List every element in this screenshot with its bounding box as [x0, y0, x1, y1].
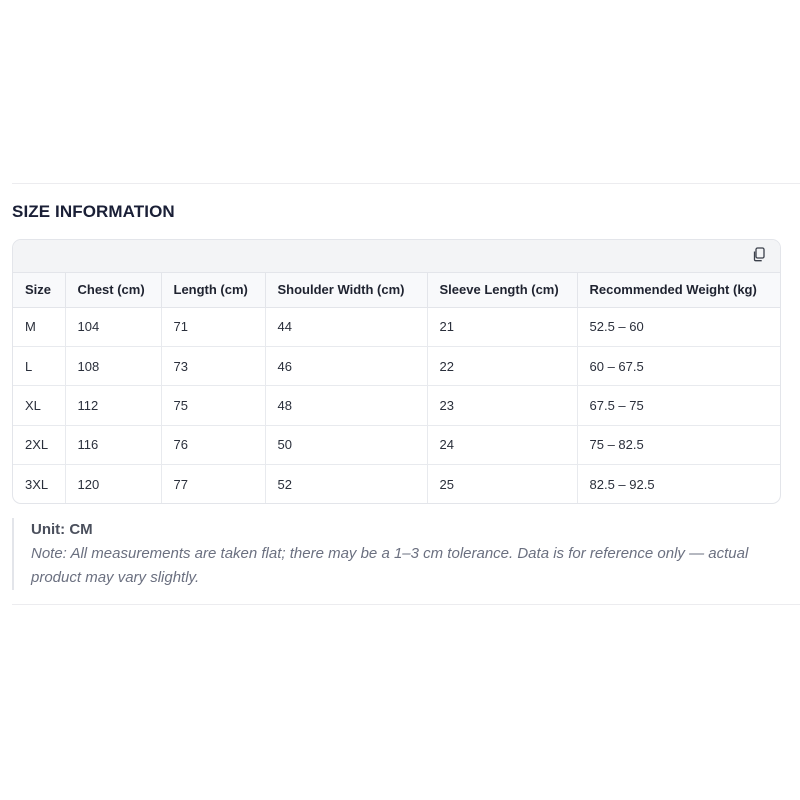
notes-blockquote	[12, 518, 800, 590]
table-row	[13, 465, 781, 504]
cell-shoulder-width: 50	[265, 425, 427, 464]
cell-length: 76	[161, 425, 265, 464]
cell-shoulder-width: 52	[265, 465, 427, 504]
cell-chest: 104	[65, 307, 161, 346]
unit-label: Unit: CM	[31, 521, 93, 538]
size-table	[13, 273, 781, 504]
measurement-note: Note: All measurements are taken flat; there may be a 1–3 cm tolerance. Data is for reference only — actual product may vary slightly.	[31, 545, 749, 586]
cell-shoulder-width: 46	[265, 346, 427, 385]
cell-recommended-weight: 75 – 82.5	[577, 425, 781, 464]
cell-length: 73	[161, 346, 265, 385]
cell-shoulder-width: 48	[265, 386, 427, 425]
table-row	[13, 346, 781, 385]
cell-sleeve-length: 22	[427, 346, 577, 385]
header-shoulder-width: Shoulder Width (cm)	[265, 273, 427, 307]
cell-sleeve-length: 21	[427, 307, 577, 346]
cell-recommended-weight: 52.5 – 60	[577, 307, 781, 346]
copy-button[interactable]	[750, 248, 768, 266]
cell-chest: 112	[65, 386, 161, 425]
cell-size: 2XL	[13, 425, 65, 464]
cell-shoulder-width: 44	[265, 307, 427, 346]
cell-chest: 116	[65, 425, 161, 464]
size-table-card	[12, 239, 781, 504]
cell-length: 77	[161, 465, 265, 504]
header-recommended-weight: Recommended Weight (kg)	[577, 273, 781, 307]
cell-recommended-weight: 67.5 – 75	[577, 386, 781, 425]
cell-length: 71	[161, 307, 265, 346]
top-divider	[12, 183, 800, 184]
table-header-row	[13, 273, 781, 307]
bottom-divider	[12, 604, 800, 605]
cell-size: M	[13, 307, 65, 346]
header-sleeve-length: Sleeve Length (cm)	[427, 273, 577, 307]
table-toolbar	[13, 240, 780, 273]
cell-size: XL	[13, 386, 65, 425]
cell-size: 3XL	[13, 465, 65, 504]
cell-size: L	[13, 346, 65, 385]
cell-sleeve-length: 25	[427, 465, 577, 504]
copy-icon	[752, 247, 766, 267]
cell-sleeve-length: 23	[427, 386, 577, 425]
cell-recommended-weight: 82.5 – 92.5	[589, 477, 655, 492]
table-row	[13, 386, 781, 425]
header-chest: Chest (cm)	[65, 273, 161, 307]
table-row	[13, 425, 781, 464]
cell-length: 75	[161, 386, 265, 425]
header-length: Length (cm)	[161, 273, 265, 307]
cell-chest: 108	[65, 346, 161, 385]
cell-recommended-weight: 60 – 67.5	[577, 346, 781, 385]
table-row	[13, 307, 781, 346]
section-title: SIZE INFORMATION	[12, 202, 175, 221]
header-size: Size	[13, 273, 65, 307]
cell-chest: 120	[65, 465, 161, 504]
cell-sleeve-length: 24	[427, 425, 577, 464]
